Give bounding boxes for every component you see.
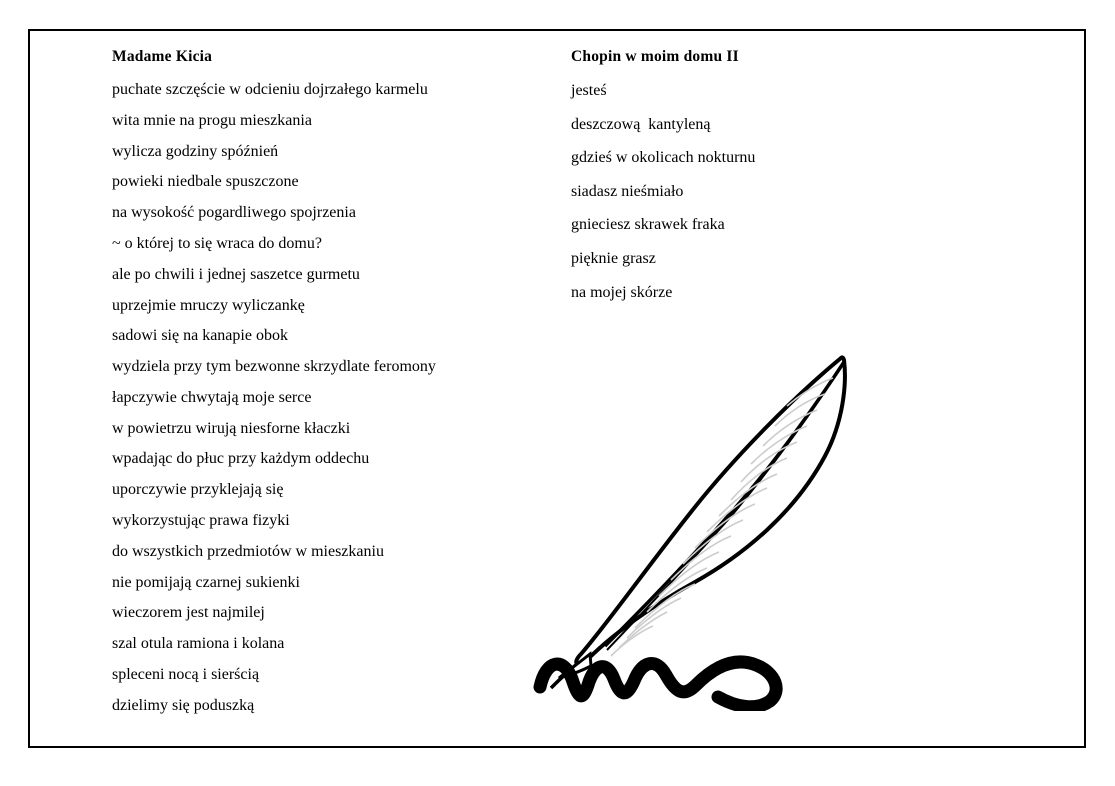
poem-line: deszczową kantyleną [571, 115, 711, 133]
poem-line: wykorzystując prawa fizyki [112, 511, 290, 529]
poem-line: wydziela przy tym bezwonne skrzydlate feromony [112, 358, 436, 376]
poem-title: Chopin w moim domu II [571, 48, 739, 65]
poem-line: wieczorem jest najmilej [112, 604, 265, 622]
poem-line: łapczywie chwytają moje serce [112, 388, 312, 406]
poem-line: ale po chwili i jednej saszetce gurmetu [112, 265, 360, 283]
poem-line: szal otula ramiona i kolana [112, 635, 285, 653]
poem-chopin-w-moim-domu-ii [571, 48, 991, 317]
poem-line: siadasz nieśmiało [571, 182, 684, 200]
poem-line: wita mnie na progu mieszkania [112, 111, 312, 129]
poem-line: jesteś [571, 82, 607, 100]
poem-line: nie pomijają czarnej sukienki [112, 573, 300, 591]
poem-line: gdzieś w okolicach nokturnu [571, 149, 756, 167]
poem-madame-kicia [112, 48, 532, 727]
poem-line: uprzejmie mruczy wyliczankę [112, 296, 305, 314]
poem-line: dzielimy się poduszką [112, 696, 255, 714]
poem-line: puchate szczęście w odcieniu dojrzałego karmelu [112, 81, 428, 99]
poem-line: na mojej skórze [571, 283, 673, 301]
poem-title: Madame Kicia [112, 48, 213, 65]
document-page [28, 29, 1086, 748]
poem-columns [30, 31, 1084, 746]
poem-line: wylicza godziny spóźnień [112, 142, 279, 160]
poem-line: sadowi się na kanapie obok [112, 327, 288, 345]
poem-line: ~ o której to się wraca do domu? [112, 234, 322, 252]
poem-line: pięknie grasz [571, 250, 656, 268]
poem-line: spleceni nocą i sierścią [112, 665, 260, 683]
poem-line: gnieciesz skrawek fraka [571, 216, 725, 234]
poem-line: do wszystkich przedmiotów w mieszkaniu [112, 542, 384, 560]
poem-line: powieki niedbale spuszczone [112, 173, 299, 191]
poem-line: uporczywie przyklejają się [112, 481, 284, 499]
poem-line: wpadając do płuc przy każdym oddechu [112, 450, 370, 468]
poem-line: w powietrzu wirują niesforne kłaczki [112, 419, 351, 437]
poem-line: na wysokość pogardliwego spojrzenia [112, 204, 356, 222]
